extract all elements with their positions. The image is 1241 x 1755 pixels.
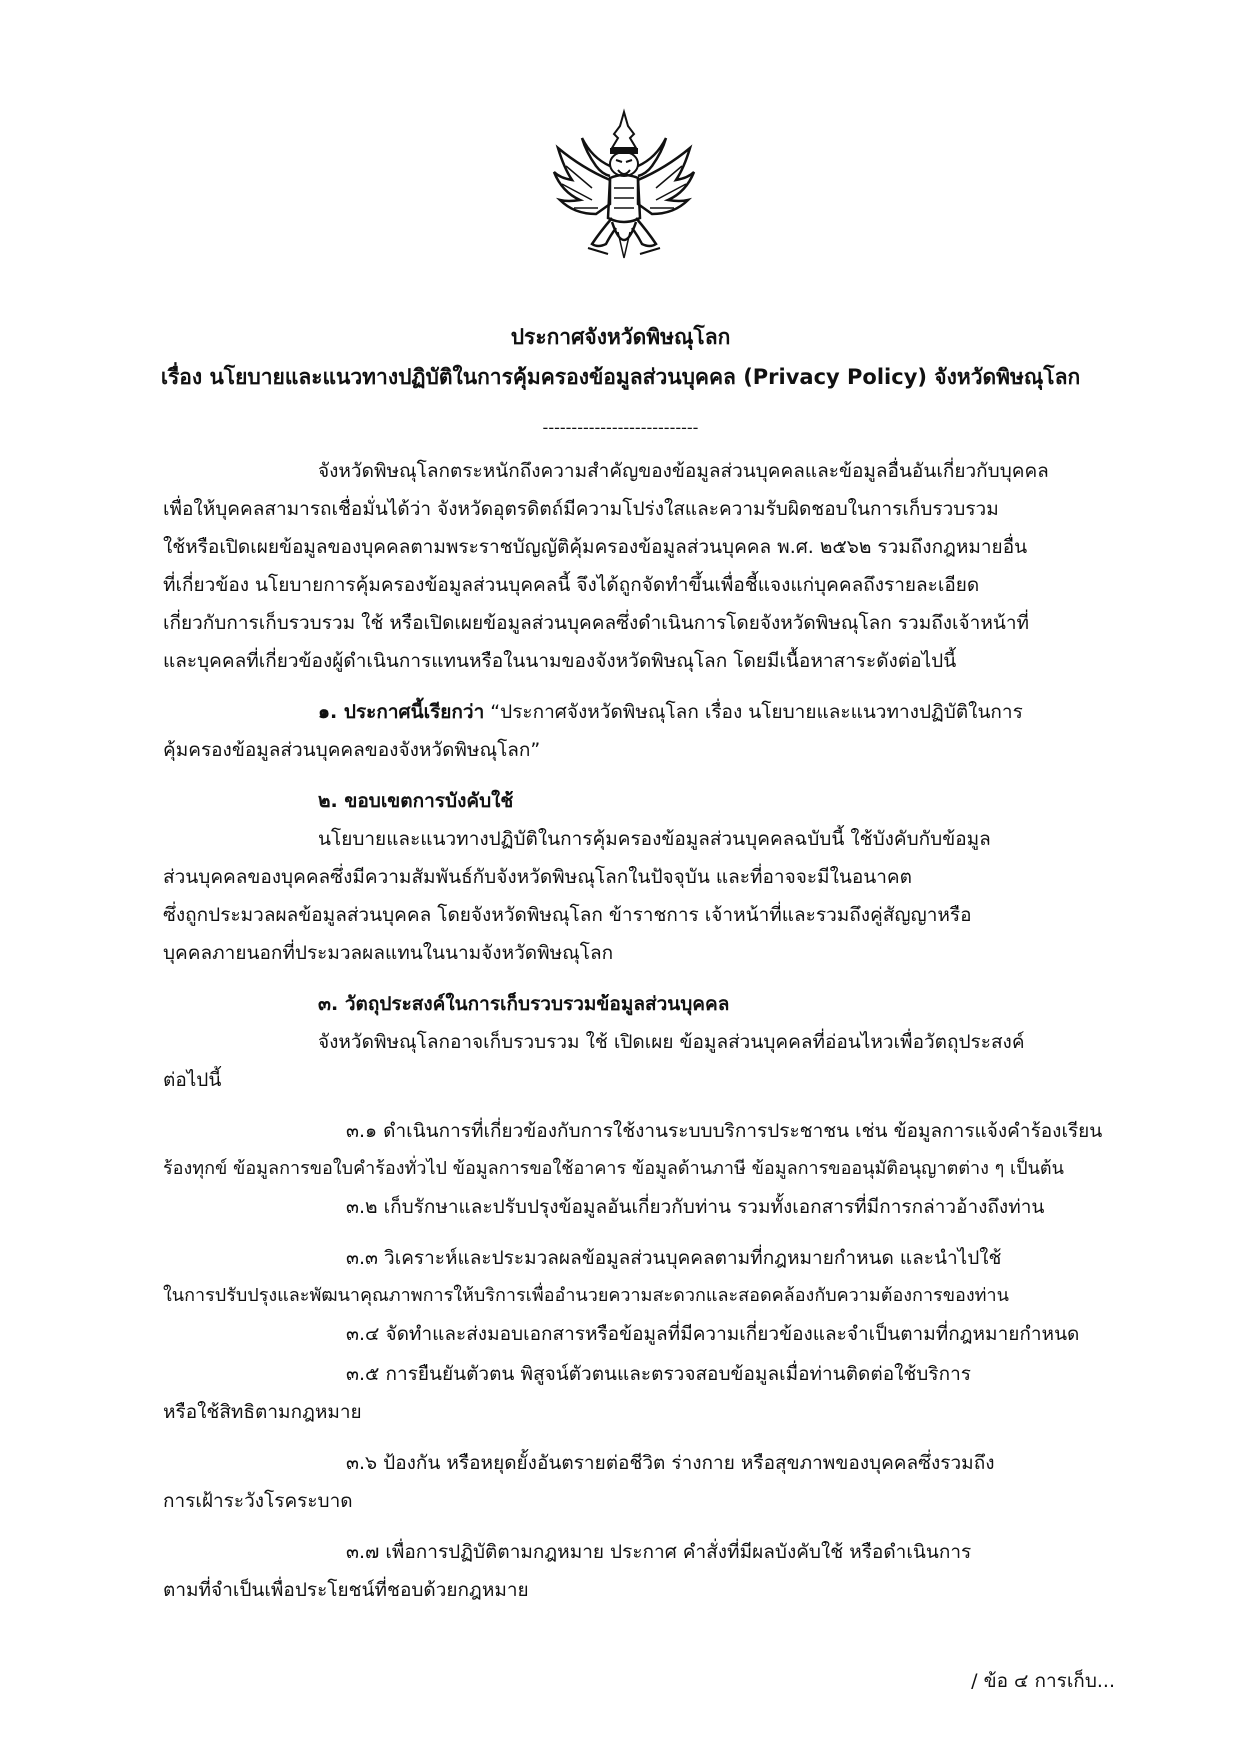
intro-line: จังหวัดพิษณุโลกตระหนักถึงความสำคัญของข้อมูลส่วนบุคคลและข้อมูลอื่นอันเกี่ยวกับบุคคล (318, 460, 1049, 482)
intro-line: และบุคคลที่เกี่ยวข้องผู้ดำเนินการแทนหรือในนามของจังหวัดพิษณุโลก โดยมีเนื้อหาสาระดังต่อไปนี้ (163, 650, 957, 672)
section3-line: ตามที่จำเป็นเพื่อประโยชน์ที่ชอบด้วยกฎหมาย (163, 1579, 529, 1601)
intro-line: ใช้หรือเปิดเผยข้อมูลของบุคคลตามพระราชบัญญัติคุ้มครองข้อมูลส่วนบุคคล พ.ศ. ๒๕๖๒ รวมถึงกฎหมายอื่น (163, 536, 1028, 558)
intro-line: ที่เกี่ยวข้อง นโยบายการคุ้มครองข้อมูลส่วนบุคคลนี้ จึงได้ถูกจัดทำขึ้นเพื่อชี้แจงแก่บุคคลถึงรายละเอียด (163, 574, 980, 596)
section3-line: ๓.๒ เก็บรักษาและปรับปรุงข้อมูลอันเกี่ยวกับท่าน รวมทั้งเอกสารที่มีการกล่าวอ้างถึงท่าน (346, 1196, 1045, 1218)
continuation-note: / ข้อ ๔ การเก็บ... (971, 1670, 1115, 1692)
section2-heading: ๒. ขอบเขตการบังคับใช้ (318, 790, 514, 812)
document-subject: เรื่อง นโยบายและแนวทางปฏิบัติในการคุ้มครองข้อมูลส่วนบุคคล (Privacy Policy) จังหวัดพิษณุโลก (160, 365, 1081, 389)
section3-line: ในการปรับปรุงและพัฒนาคุณภาพการให้บริการเพื่ออำนวยความสะดวกและสอดคล้องกับความต้องการของท่าน (163, 1285, 1009, 1306)
section2-line: บุคคลภายนอกที่ประมวลผลแทนในนามจังหวัดพิษณุโลก (163, 942, 614, 964)
section2-line: นโยบายและแนวทางปฏิบัติในการคุ้มครองข้อมูลส่วนบุคคลฉบับนี้ ใช้บังคับกับข้อมูล (318, 828, 991, 850)
section3-line: การเฝ้าระวังโรคระบาด (163, 1490, 353, 1512)
intro-line: เกี่ยวกับการเก็บรวบรวม ใช้ หรือเปิดเผยข้อมูลส่วนบุคคลซึ่งดำเนินการโดยจังหวัดพิษณุโลก รวมถึงเจ้าหน้าที่ (163, 612, 1030, 634)
section3-line: จังหวัดพิษณุโลกอาจเก็บรวบรวม ใช้ เปิดเผย ข้อมูลส่วนบุคคลที่อ่อนไหวเพื่อวัตถุประสงค์ (318, 1031, 1025, 1053)
section3-line: ๓.๕ การยืนยันตัวตน พิสูจน์ตัวตนและตรวจสอบข้อมูลเมื่อท่านติดต่อใช้บริการ (346, 1363, 971, 1385)
section3-line: ๓.๖ ป้องกัน หรือหยุดยั้งอันตรายต่อชีวิต ร่างกาย หรือสุขภาพของบุคคลซึ่งรวมถึง (346, 1452, 995, 1474)
section1-line (318, 698, 1023, 726)
section3-line: ร้องทุกข์ ข้อมูลการขอใบคำร้องทั่วไป ข้อมูลการขอใช้อาคาร ข้อมูลด้านภาษี ข้อมูลการขออนุมัติอนุญาตต่าง ๆ เป็นต้น (163, 1158, 1064, 1179)
section1-line: คุ้มครองข้อมูลส่วนบุคคลของจังหวัดพิษณุโลก” (163, 739, 541, 761)
section3-line: ๓.๗ เพื่อการปฏิบัติตามกฎหมาย ประกาศ คำสั่งที่มีผลบังคับใช้ หรือดำเนินการ (346, 1541, 972, 1563)
garuda-emblem-icon (552, 108, 696, 268)
section3-heading: ๓. วัตถุประสงค์ในการเก็บรวบรวมข้อมูลส่วนบุคคล (318, 993, 730, 1015)
document-title: ประกาศจังหวัดพิษณุโลก (510, 325, 731, 349)
section3-line: หรือใช้สิทธิตามกฎหมาย (163, 1401, 362, 1423)
section2-line: ซึ่งถูกประมวลผลข้อมูลส่วนบุคคล โดยจังหวัดพิษณุโลก ข้าราชการ เจ้าหน้าที่และรวมถึงคู่สัญญาหรือ (163, 904, 972, 926)
section3-line: ๓.๑ ดำเนินการที่เกี่ยวข้องกับการใช้งานระบบบริการประชาชน เช่น ข้อมูลการแจ้งคำร้องเรียน (346, 1120, 1103, 1142)
section3-line: ๓.๔ จัดทำและส่งมอบเอกสารหรือข้อมูลที่มีความเกี่ยวข้องและจำเป็นตามที่กฎหมายกำหนด (346, 1323, 1080, 1345)
section1-text: “ประกาศจังหวัดพิษณุโลก เรื่อง นโยบายและแนวทางปฏิบัติในการ (484, 701, 1023, 723)
intro-line: เพื่อให้บุคคลสามารถเชื่อมั่นได้ว่า จังหวัดอุตรดิตถ์มีความโปร่งใสและความรับผิดชอบในการเก็บรวบรวม (163, 498, 999, 520)
section3-line: ๓.๓ วิเคราะห์และประมวลผลข้อมูลส่วนบุคคลตามที่กฎหมายกำหนด และนำไปใช้ (346, 1247, 1002, 1269)
section1-heading: ๑. ประกาศนี้เรียกว่า (318, 701, 485, 723)
section3-line: ต่อไปนี้ (163, 1069, 222, 1091)
separator-line: --------------------------- (542, 418, 699, 437)
section2-line: ส่วนบุคคลของบุคคลซึ่งมีความสัมพันธ์กับจังหวัดพิษณุโลกในปัจจุบัน และที่อาจจะมีในอนาคต (163, 866, 912, 888)
